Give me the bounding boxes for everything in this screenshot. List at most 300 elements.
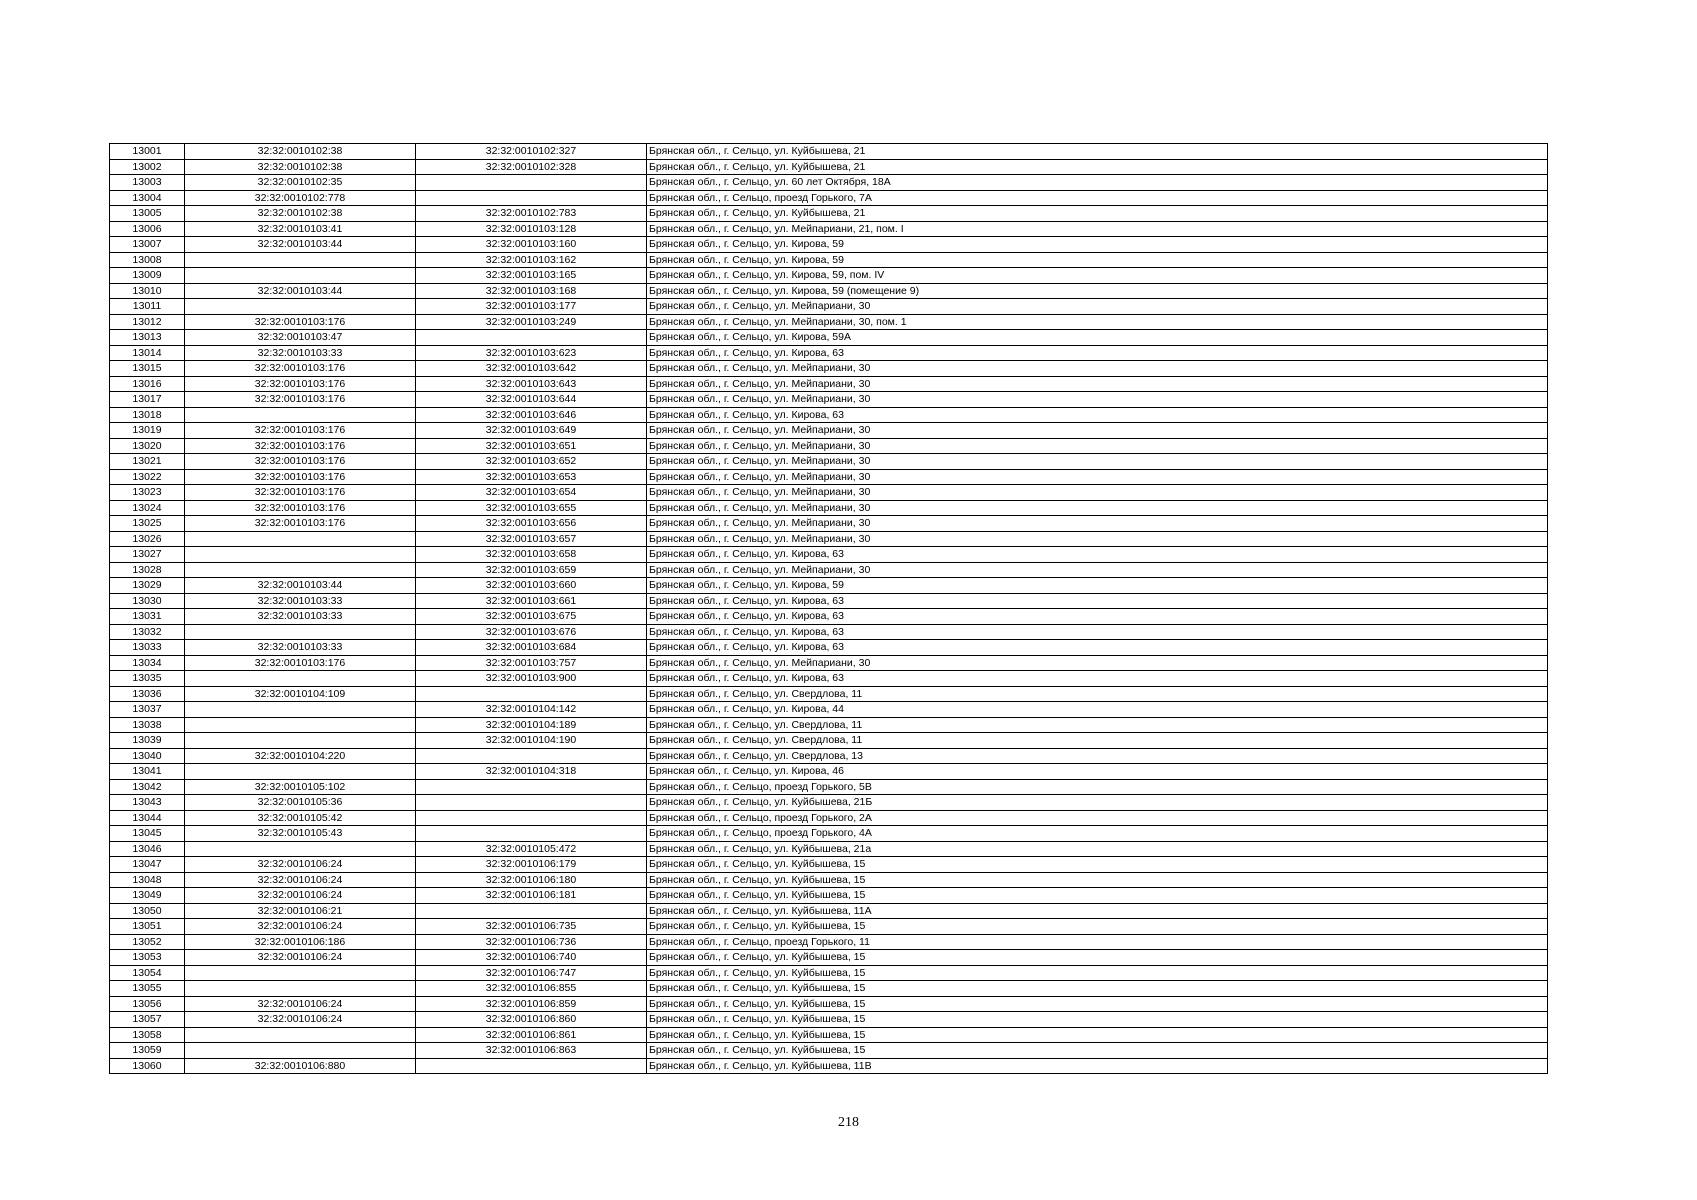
address-cell: Брянская обл., г. Сельцо, ул. Свердлова, 13 xyxy=(647,748,1548,764)
address-cell: Брянская обл., г. Сельцо, ул. Кирова, 63 xyxy=(647,345,1548,361)
object-cadastral-number-cell xyxy=(416,795,647,811)
object-cadastral-number-cell xyxy=(416,190,647,206)
object-cadastral-number-cell: 32:32:0010103:249 xyxy=(416,314,647,330)
record-number-cell: 13025 xyxy=(110,516,185,532)
table-row xyxy=(110,624,1548,640)
table-row xyxy=(110,423,1548,439)
record-number-cell: 13045 xyxy=(110,826,185,842)
record-number-cell: 13050 xyxy=(110,903,185,919)
table-row xyxy=(110,268,1548,284)
quarter-cadastral-number-cell: 32:32:0010103:176 xyxy=(185,314,416,330)
table-row xyxy=(110,702,1548,718)
object-cadastral-number-cell: 32:32:0010106:180 xyxy=(416,872,647,888)
table-row xyxy=(110,392,1548,408)
table-row xyxy=(110,686,1548,702)
object-cadastral-number-cell: 32:32:0010103:684 xyxy=(416,640,647,656)
quarter-cadastral-number-cell xyxy=(185,531,416,547)
object-cadastral-number-cell xyxy=(416,748,647,764)
object-cadastral-number-cell: 32:32:0010103:644 xyxy=(416,392,647,408)
object-cadastral-number-cell: 32:32:0010104:142 xyxy=(416,702,647,718)
address-cell: Брянская обл., г. Сельцо, ул. Кирова, 63 xyxy=(647,671,1548,687)
object-cadastral-number-cell: 32:32:0010104:189 xyxy=(416,717,647,733)
table-row xyxy=(110,283,1548,299)
table-row xyxy=(110,144,1548,160)
object-cadastral-number-cell: 32:32:0010103:661 xyxy=(416,593,647,609)
object-cadastral-number-cell: 32:32:0010103:623 xyxy=(416,345,647,361)
object-cadastral-number-cell: 32:32:0010106:860 xyxy=(416,1012,647,1028)
address-cell: Брянская обл., г. Сельцо, ул. Кирова, 44 xyxy=(647,702,1548,718)
table-row xyxy=(110,376,1548,392)
object-cadastral-number-cell: 32:32:0010106:735 xyxy=(416,919,647,935)
record-number-cell: 13049 xyxy=(110,888,185,904)
quarter-cadastral-number-cell: 32:32:0010106:24 xyxy=(185,919,416,935)
object-cadastral-number-cell xyxy=(416,686,647,702)
object-cadastral-number-cell: 32:32:0010106:740 xyxy=(416,950,647,966)
record-number-cell: 13020 xyxy=(110,438,185,454)
quarter-cadastral-number-cell: 32:32:0010106:24 xyxy=(185,996,416,1012)
address-cell: Брянская обл., г. Сельцо, ул. Куйбышева, 15 xyxy=(647,981,1548,997)
object-cadastral-number-cell: 32:32:0010104:190 xyxy=(416,733,647,749)
registry-table xyxy=(109,143,1548,1074)
table-row xyxy=(110,1058,1548,1074)
table-row xyxy=(110,547,1548,563)
address-cell: Брянская обл., г. Сельцо, ул. Мейпариани, 30 xyxy=(647,454,1548,470)
table-row xyxy=(110,221,1548,237)
address-cell: Брянская обл., г. Сельцо, ул. Куйбышева, 21 xyxy=(647,144,1548,160)
address-cell: Брянская обл., г. Сельцо, ул. Куйбышева, 21Б xyxy=(647,795,1548,811)
table-row xyxy=(110,438,1548,454)
record-number-cell: 13035 xyxy=(110,671,185,687)
quarter-cadastral-number-cell: 32:32:0010106:24 xyxy=(185,950,416,966)
address-cell: Брянская обл., г. Сельцо, ул. Кирова, 59 xyxy=(647,252,1548,268)
object-cadastral-number-cell: 32:32:0010103:128 xyxy=(416,221,647,237)
record-number-cell: 13047 xyxy=(110,857,185,873)
record-number-cell: 13028 xyxy=(110,562,185,578)
quarter-cadastral-number-cell: 32:32:0010103:47 xyxy=(185,330,416,346)
address-cell: Брянская обл., г. Сельцо, ул. Кирова, 63 xyxy=(647,547,1548,563)
quarter-cadastral-number-cell: 32:32:0010103:176 xyxy=(185,423,416,439)
record-number-cell: 13029 xyxy=(110,578,185,594)
object-cadastral-number-cell: 32:32:0010103:643 xyxy=(416,376,647,392)
address-cell: Брянская обл., г. Сельцо, ул. Кирова, 59 (помещение 9) xyxy=(647,283,1548,299)
address-cell: Брянская обл., г. Сельцо, ул. Кирова, 63 xyxy=(647,609,1548,625)
quarter-cadastral-number-cell xyxy=(185,562,416,578)
quarter-cadastral-number-cell: 32:32:0010102:38 xyxy=(185,144,416,160)
table-row xyxy=(110,609,1548,625)
record-number-cell: 13005 xyxy=(110,206,185,222)
object-cadastral-number-cell: 32:32:0010106:736 xyxy=(416,934,647,950)
address-cell: Брянская обл., г. Сельцо, ул. Кирова, 63 xyxy=(647,593,1548,609)
table-row xyxy=(110,531,1548,547)
record-number-cell: 13001 xyxy=(110,144,185,160)
table-row xyxy=(110,190,1548,206)
table-row xyxy=(110,159,1548,175)
quarter-cadastral-number-cell: 32:32:0010103:176 xyxy=(185,655,416,671)
table-row xyxy=(110,841,1548,857)
quarter-cadastral-number-cell: 32:32:0010103:176 xyxy=(185,376,416,392)
object-cadastral-number-cell xyxy=(416,175,647,191)
object-cadastral-number-cell: 32:32:0010104:318 xyxy=(416,764,647,780)
record-number-cell: 13023 xyxy=(110,485,185,501)
address-cell: Брянская обл., г. Сельцо, ул. Куйбышева, 11А xyxy=(647,903,1548,919)
table-row xyxy=(110,764,1548,780)
quarter-cadastral-number-cell: 32:32:0010103:176 xyxy=(185,500,416,516)
quarter-cadastral-number-cell: 32:32:0010103:33 xyxy=(185,345,416,361)
object-cadastral-number-cell: 32:32:0010103:168 xyxy=(416,283,647,299)
quarter-cadastral-number-cell: 32:32:0010105:102 xyxy=(185,779,416,795)
record-number-cell: 13056 xyxy=(110,996,185,1012)
object-cadastral-number-cell: 32:32:0010102:328 xyxy=(416,159,647,175)
quarter-cadastral-number-cell: 32:32:0010103:44 xyxy=(185,283,416,299)
quarter-cadastral-number-cell: 32:32:0010106:24 xyxy=(185,872,416,888)
quarter-cadastral-number-cell: 32:32:0010105:43 xyxy=(185,826,416,842)
address-cell: Брянская обл., г. Сельцо, ул. Кирова, 46 xyxy=(647,764,1548,780)
object-cadastral-number-cell: 32:32:0010103:652 xyxy=(416,454,647,470)
table-row xyxy=(110,919,1548,935)
object-cadastral-number-cell: 32:32:0010103:646 xyxy=(416,407,647,423)
quarter-cadastral-number-cell: 32:32:0010105:36 xyxy=(185,795,416,811)
table-row xyxy=(110,857,1548,873)
record-number-cell: 13030 xyxy=(110,593,185,609)
table-row xyxy=(110,981,1548,997)
table-row xyxy=(110,996,1548,1012)
record-number-cell: 13024 xyxy=(110,500,185,516)
record-number-cell: 13011 xyxy=(110,299,185,315)
object-cadastral-number-cell xyxy=(416,1058,647,1074)
object-cadastral-number-cell xyxy=(416,826,647,842)
object-cadastral-number-cell xyxy=(416,779,647,795)
address-cell: Брянская обл., г. Сельцо, ул. Куйбышева, 15 xyxy=(647,965,1548,981)
record-number-cell: 13031 xyxy=(110,609,185,625)
record-number-cell: 13041 xyxy=(110,764,185,780)
object-cadastral-number-cell: 32:32:0010103:649 xyxy=(416,423,647,439)
object-cadastral-number-cell: 32:32:0010103:160 xyxy=(416,237,647,253)
quarter-cadastral-number-cell xyxy=(185,624,416,640)
record-number-cell: 13006 xyxy=(110,221,185,237)
table-row xyxy=(110,717,1548,733)
address-cell: Брянская обл., г. Сельцо, ул. Куйбышева, 21 xyxy=(647,159,1548,175)
quarter-cadastral-number-cell xyxy=(185,547,416,563)
address-cell: Брянская обл., г. Сельцо, ул. Куйбышева, 21а xyxy=(647,841,1548,857)
address-cell: Брянская обл., г. Сельцо, ул. Мейпариани, 30 xyxy=(647,361,1548,377)
record-number-cell: 13014 xyxy=(110,345,185,361)
record-number-cell: 13012 xyxy=(110,314,185,330)
record-number-cell: 13009 xyxy=(110,268,185,284)
quarter-cadastral-number-cell xyxy=(185,1043,416,1059)
object-cadastral-number-cell: 32:32:0010103:657 xyxy=(416,531,647,547)
address-cell: Брянская обл., г. Сельцо, ул. Мейпариани, 30 xyxy=(647,562,1548,578)
address-cell: Брянская обл., г. Сельцо, ул. Кирова, 59, пом. IV xyxy=(647,268,1548,284)
quarter-cadastral-number-cell xyxy=(185,764,416,780)
table-row xyxy=(110,655,1548,671)
record-number-cell: 13054 xyxy=(110,965,185,981)
record-number-cell: 13060 xyxy=(110,1058,185,1074)
record-number-cell: 13051 xyxy=(110,919,185,935)
object-cadastral-number-cell: 32:32:0010102:327 xyxy=(416,144,647,160)
record-number-cell: 13034 xyxy=(110,655,185,671)
record-number-cell: 13027 xyxy=(110,547,185,563)
table-row xyxy=(110,733,1548,749)
record-number-cell: 13015 xyxy=(110,361,185,377)
record-number-cell: 13058 xyxy=(110,1027,185,1043)
record-number-cell: 13038 xyxy=(110,717,185,733)
address-cell: Брянская обл., г. Сельцо, ул. Куйбышева, 15 xyxy=(647,888,1548,904)
table-row xyxy=(110,779,1548,795)
table-row xyxy=(110,578,1548,594)
record-number-cell: 13007 xyxy=(110,237,185,253)
quarter-cadastral-number-cell: 32:32:0010102:38 xyxy=(185,159,416,175)
address-cell: Брянская обл., г. Сельцо, ул. Кирова, 59А xyxy=(647,330,1548,346)
quarter-cadastral-number-cell: 32:32:0010106:24 xyxy=(185,888,416,904)
address-cell: Брянская обл., г. Сельцо, ул. Куйбышева, 15 xyxy=(647,919,1548,935)
quarter-cadastral-number-cell: 32:32:0010104:109 xyxy=(185,686,416,702)
table-row xyxy=(110,888,1548,904)
table-row xyxy=(110,407,1548,423)
table-row xyxy=(110,872,1548,888)
table-row xyxy=(110,469,1548,485)
quarter-cadastral-number-cell xyxy=(185,841,416,857)
quarter-cadastral-number-cell: 32:32:0010103:33 xyxy=(185,593,416,609)
address-cell: Брянская обл., г. Сельцо, ул. Куйбышева, 15 xyxy=(647,872,1548,888)
record-number-cell: 13055 xyxy=(110,981,185,997)
record-number-cell: 13042 xyxy=(110,779,185,795)
address-cell: Брянская обл., г. Сельцо, ул. Мейпариани, 30 xyxy=(647,392,1548,408)
table-row xyxy=(110,206,1548,222)
address-cell: Брянская обл., г. Сельцо, проезд Горького, 11 xyxy=(647,934,1548,950)
table-row xyxy=(110,516,1548,532)
address-cell: Брянская обл., г. Сельцо, ул. Мейпариани, 30 xyxy=(647,376,1548,392)
object-cadastral-number-cell: 32:32:0010103:659 xyxy=(416,562,647,578)
address-cell: Брянская обл., г. Сельцо, ул. Кирова, 63 xyxy=(647,624,1548,640)
object-cadastral-number-cell: 32:32:0010103:658 xyxy=(416,547,647,563)
object-cadastral-number-cell: 32:32:0010103:642 xyxy=(416,361,647,377)
table-row xyxy=(110,795,1548,811)
quarter-cadastral-number-cell: 32:32:0010102:38 xyxy=(185,206,416,222)
object-cadastral-number-cell: 32:32:0010106:747 xyxy=(416,965,647,981)
record-number-cell: 13044 xyxy=(110,810,185,826)
address-cell: Брянская обл., г. Сельцо, ул. Куйбышева, 15 xyxy=(647,950,1548,966)
table-row xyxy=(110,826,1548,842)
registry-table-body xyxy=(110,144,1548,1074)
address-cell: Брянская обл., г. Сельцо, ул. Куйбышева, 15 xyxy=(647,1043,1548,1059)
address-cell: Брянская обл., г. Сельцо, ул. Мейпариани, 30 xyxy=(647,469,1548,485)
quarter-cadastral-number-cell: 32:32:0010106:24 xyxy=(185,1012,416,1028)
table-row xyxy=(110,593,1548,609)
address-cell: Брянская обл., г. Сельцо, ул. Мейпариани, 30 xyxy=(647,531,1548,547)
record-number-cell: 13032 xyxy=(110,624,185,640)
table-row xyxy=(110,330,1548,346)
table-row xyxy=(110,1027,1548,1043)
record-number-cell: 13052 xyxy=(110,934,185,950)
quarter-cadastral-number-cell: 32:32:0010103:176 xyxy=(185,361,416,377)
record-number-cell: 13022 xyxy=(110,469,185,485)
address-cell: Брянская обл., г. Сельцо, ул. Мейпариани, 30 xyxy=(647,299,1548,315)
quarter-cadastral-number-cell: 32:32:0010103:33 xyxy=(185,609,416,625)
object-cadastral-number-cell xyxy=(416,810,647,826)
quarter-cadastral-number-cell xyxy=(185,733,416,749)
address-cell: Брянская обл., г. Сельцо, проезд Горького, 4А xyxy=(647,826,1548,842)
object-cadastral-number-cell: 32:32:0010103:676 xyxy=(416,624,647,640)
quarter-cadastral-number-cell: 32:32:0010106:24 xyxy=(185,857,416,873)
object-cadastral-number-cell: 32:32:0010103:757 xyxy=(416,655,647,671)
quarter-cadastral-number-cell xyxy=(185,252,416,268)
table-row xyxy=(110,1012,1548,1028)
quarter-cadastral-number-cell xyxy=(185,299,416,315)
address-cell: Брянская обл., г. Сельцо, ул. Мейпариани, 30 xyxy=(647,423,1548,439)
object-cadastral-number-cell: 32:32:0010105:472 xyxy=(416,841,647,857)
object-cadastral-number-cell: 32:32:0010103:900 xyxy=(416,671,647,687)
object-cadastral-number-cell: 32:32:0010103:162 xyxy=(416,252,647,268)
record-number-cell: 13018 xyxy=(110,407,185,423)
table-row xyxy=(110,500,1548,516)
address-cell: Брянская обл., г. Сельцо, ул. Свердлова, 11 xyxy=(647,686,1548,702)
table-row xyxy=(110,252,1548,268)
object-cadastral-number-cell: 32:32:0010106:181 xyxy=(416,888,647,904)
address-cell: Брянская обл., г. Сельцо, ул. Кирова, 63 xyxy=(647,407,1548,423)
address-cell: Брянская обл., г. Сельцо, ул. Кирова, 59 xyxy=(647,578,1548,594)
address-cell: Брянская обл., г. Сельцо, ул. Мейпариани, 21, пом. I xyxy=(647,221,1548,237)
address-cell: Брянская обл., г. Сельцо, ул. Мейпариани, 30 xyxy=(647,500,1548,516)
record-number-cell: 13059 xyxy=(110,1043,185,1059)
quarter-cadastral-number-cell xyxy=(185,671,416,687)
table-row xyxy=(110,345,1548,361)
address-cell: Брянская обл., г. Сельцо, ул. Мейпариани, 30 xyxy=(647,516,1548,532)
record-number-cell: 13002 xyxy=(110,159,185,175)
record-number-cell: 13046 xyxy=(110,841,185,857)
address-cell: Брянская обл., г. Сельцо, ул. Куйбышева, 15 xyxy=(647,1012,1548,1028)
table-row xyxy=(110,485,1548,501)
table-row xyxy=(110,361,1548,377)
quarter-cadastral-number-cell: 32:32:0010103:44 xyxy=(185,237,416,253)
table-row xyxy=(110,175,1548,191)
object-cadastral-number-cell: 32:32:0010106:179 xyxy=(416,857,647,873)
table-row xyxy=(110,1043,1548,1059)
quarter-cadastral-number-cell xyxy=(185,702,416,718)
quarter-cadastral-number-cell xyxy=(185,268,416,284)
quarter-cadastral-number-cell: 32:32:0010106:21 xyxy=(185,903,416,919)
address-cell: Брянская обл., г. Сельцо, ул. Куйбышева, 15 xyxy=(647,1027,1548,1043)
quarter-cadastral-number-cell: 32:32:0010106:186 xyxy=(185,934,416,950)
quarter-cadastral-number-cell: 32:32:0010103:176 xyxy=(185,485,416,501)
quarter-cadastral-number-cell: 32:32:0010106:880 xyxy=(185,1058,416,1074)
quarter-cadastral-number-cell: 32:32:0010103:176 xyxy=(185,516,416,532)
address-cell: Брянская обл., г. Сельцо, ул. Мейпариани, 30, пом. 1 xyxy=(647,314,1548,330)
quarter-cadastral-number-cell xyxy=(185,1027,416,1043)
address-cell: Брянская обл., г. Сельцо, ул. 60 лет Октября, 18А xyxy=(647,175,1548,191)
record-number-cell: 13036 xyxy=(110,686,185,702)
quarter-cadastral-number-cell: 32:32:0010103:176 xyxy=(185,469,416,485)
record-number-cell: 13013 xyxy=(110,330,185,346)
object-cadastral-number-cell: 32:32:0010103:656 xyxy=(416,516,647,532)
address-cell: Брянская обл., г. Сельцо, проезд Горького, 5В xyxy=(647,779,1548,795)
object-cadastral-number-cell: 32:32:0010103:654 xyxy=(416,485,647,501)
address-cell: Брянская обл., г. Сельцо, ул. Куйбышева, 11В xyxy=(647,1058,1548,1074)
quarter-cadastral-number-cell xyxy=(185,965,416,981)
record-number-cell: 13016 xyxy=(110,376,185,392)
address-cell: Брянская обл., г. Сельцо, ул. Куйбышева, 15 xyxy=(647,857,1548,873)
quarter-cadastral-number-cell: 32:32:0010103:41 xyxy=(185,221,416,237)
address-cell: Брянская обл., г. Сельцо, ул. Мейпариани, 30 xyxy=(647,655,1548,671)
table-row xyxy=(110,965,1548,981)
table-row xyxy=(110,748,1548,764)
quarter-cadastral-number-cell xyxy=(185,407,416,423)
table-row xyxy=(110,810,1548,826)
object-cadastral-number-cell: 32:32:0010106:863 xyxy=(416,1043,647,1059)
object-cadastral-number-cell: 32:32:0010106:859 xyxy=(416,996,647,1012)
address-cell: Брянская обл., г. Сельцо, ул. Кирова, 63 xyxy=(647,640,1548,656)
address-cell: Брянская обл., г. Сельцо, ул. Куйбышева, 15 xyxy=(647,996,1548,1012)
table-row xyxy=(110,237,1548,253)
table-row xyxy=(110,671,1548,687)
address-cell: Брянская обл., г. Сельцо, ул. Мейпариани, 30 xyxy=(647,438,1548,454)
object-cadastral-number-cell: 32:32:0010103:165 xyxy=(416,268,647,284)
page-number: 218 xyxy=(838,1115,859,1130)
table-row xyxy=(110,562,1548,578)
quarter-cadastral-number-cell: 32:32:0010103:176 xyxy=(185,454,416,470)
record-number-cell: 13043 xyxy=(110,795,185,811)
object-cadastral-number-cell: 32:32:0010102:783 xyxy=(416,206,647,222)
object-cadastral-number-cell: 32:32:0010103:651 xyxy=(416,438,647,454)
quarter-cadastral-number-cell: 32:32:0010103:44 xyxy=(185,578,416,594)
quarter-cadastral-number-cell xyxy=(185,981,416,997)
object-cadastral-number-cell: 32:32:0010106:855 xyxy=(416,981,647,997)
table-row xyxy=(110,903,1548,919)
quarter-cadastral-number-cell: 32:32:0010102:35 xyxy=(185,175,416,191)
quarter-cadastral-number-cell: 32:32:0010102:778 xyxy=(185,190,416,206)
record-number-cell: 13039 xyxy=(110,733,185,749)
quarter-cadastral-number-cell: 32:32:0010104:220 xyxy=(185,748,416,764)
quarter-cadastral-number-cell: 32:32:0010103:176 xyxy=(185,392,416,408)
record-number-cell: 13008 xyxy=(110,252,185,268)
table-row xyxy=(110,950,1548,966)
quarter-cadastral-number-cell xyxy=(185,717,416,733)
object-cadastral-number-cell: 32:32:0010106:861 xyxy=(416,1027,647,1043)
record-number-cell: 13010 xyxy=(110,283,185,299)
record-number-cell: 13026 xyxy=(110,531,185,547)
address-cell: Брянская обл., г. Сельцо, ул. Кирова, 59 xyxy=(647,237,1548,253)
record-number-cell: 13048 xyxy=(110,872,185,888)
object-cadastral-number-cell: 32:32:0010103:653 xyxy=(416,469,647,485)
record-number-cell: 13021 xyxy=(110,454,185,470)
address-cell: Брянская обл., г. Сельцо, ул. Свердлова, 11 xyxy=(647,733,1548,749)
object-cadastral-number-cell: 32:32:0010103:655 xyxy=(416,500,647,516)
record-number-cell: 13003 xyxy=(110,175,185,191)
object-cadastral-number-cell: 32:32:0010103:660 xyxy=(416,578,647,594)
table-row xyxy=(110,454,1548,470)
quarter-cadastral-number-cell: 32:32:0010103:176 xyxy=(185,438,416,454)
table-row xyxy=(110,314,1548,330)
table-row xyxy=(110,640,1548,656)
object-cadastral-number-cell: 32:32:0010103:177 xyxy=(416,299,647,315)
record-number-cell: 13057 xyxy=(110,1012,185,1028)
object-cadastral-number-cell: 32:32:0010103:675 xyxy=(416,609,647,625)
quarter-cadastral-number-cell: 32:32:0010105:42 xyxy=(185,810,416,826)
address-cell: Брянская обл., г. Сельцо, проезд Горького, 2А xyxy=(647,810,1548,826)
record-number-cell: 13053 xyxy=(110,950,185,966)
address-cell: Брянская обл., г. Сельцо, ул. Мейпариани, 30 xyxy=(647,485,1548,501)
quarter-cadastral-number-cell: 32:32:0010103:33 xyxy=(185,640,416,656)
record-number-cell: 13019 xyxy=(110,423,185,439)
record-number-cell: 13037 xyxy=(110,702,185,718)
record-number-cell: 13033 xyxy=(110,640,185,656)
address-cell: Брянская обл., г. Сельцо, проезд Горького, 7А xyxy=(647,190,1548,206)
address-cell: Брянская обл., г. Сельцо, ул. Свердлова, 11 xyxy=(647,717,1548,733)
record-number-cell: 13040 xyxy=(110,748,185,764)
object-cadastral-number-cell xyxy=(416,903,647,919)
address-cell: Брянская обл., г. Сельцо, ул. Куйбышева, 21 xyxy=(647,206,1548,222)
record-number-cell: 13017 xyxy=(110,392,185,408)
object-cadastral-number-cell xyxy=(416,330,647,346)
